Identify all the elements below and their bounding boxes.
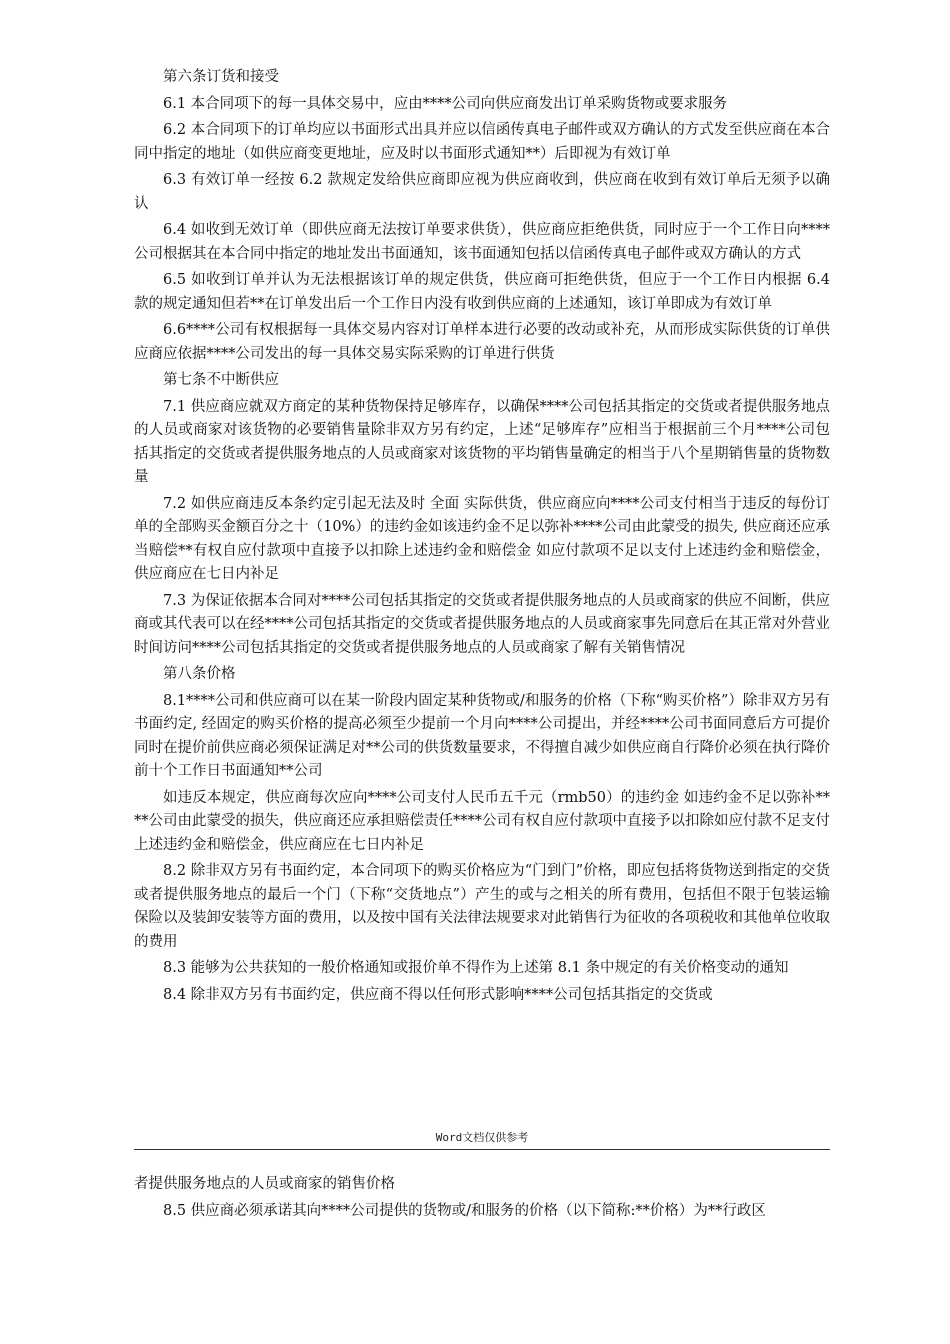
continued-paragraph: 者提供服务地点的人员或商家的销售价格 (134, 1176, 395, 1192)
clause-paragraph: 6.5 如收到订单并认为无法根据该订单的规定供货，供应商可拒绝供货，但应于一个工作日内根据 6.4 款的规定通知但若**在订单发出后一个工作日内没有收到供应商的上述通知，该订单即成为有效订单 (134, 272, 830, 312)
section-heading: 第八条价格 (163, 666, 236, 682)
clause-paragraph: 7.1 供应商应就双方商定的某种货物保持足够库存，以确保****公司包括其指定的交货或者提供服务地点的人员或商家对该货物的必要销售量除非双方另有约定，上述“足够库存”应相当于根据前三个月****公司包括其指定的交货或者提供服务地点的人员或商家对该货物的平均销售量确定的相当于八个星期销售量的货物数量 (134, 398, 830, 485)
next-page-body (134, 1173, 830, 1226)
clause-paragraph: 6.4 如收到无效订单（即供应商无法按订单要求供货），供应商应拒绝供货，同时应于一个工作日向****公司根据其在本合同中指定的地址发出书面通知，该书面通知包括以信函传真电子邮件或双方确认的方式 (134, 222, 830, 262)
clause-paragraph: 7.3 为保证依据本合同对****公司包括其指定的交货或者提供服务地点的人员或商家的供应不间断，供应商或其代表可以在经****公司包括其指定的交货或者提供服务地点的人员或商家事先同意后在其正常对外营业时间访问****公司包括其指定的交货或者提供服务地点的人员或商家了解有关销售情况 (134, 592, 830, 656)
clause-paragraph: 6.1 本合同项下的每一具体交易中，应由****公司向供应商发出订单采购货物或要求服务 (163, 95, 728, 112)
section-heading: 第七条不中断供应 (163, 372, 279, 388)
clause-paragraph: 8.2 除非双方另有书面约定，本合同项下的购买价格应为“门到门”价格，即应包括将货物送到指定的交货或者提供服务地点的最后一个门（下称“交货地点”）产生的或与之相关的所有费用，包括但不限于包装运输保险以及装卸安装等方面的费用，以及按中国有关法律法规要求对此销售行为征收的各项税收和其他单位收取的费用 (134, 863, 830, 950)
clause-paragraph: 8.4 除非双方另有书面约定，供应商不得以任何形式影响****公司包括其指定的交货或 (163, 986, 713, 1003)
clause-paragraph: 8.3 能够为公共获知的一般价格通知或报价单不得作为上述第 8.1 条中规定的有关价格变动的通知 (163, 960, 789, 976)
clause-paragraph: 8.5 供应商必须承诺其向****公司提供的货物或/和服务的价格（以下简称:**价格）为**行政区 (163, 1202, 766, 1219)
clause-paragraph: 7.2 如供应商违反本条约定引起无法及时 全面 实际供货，供应商应向****公司支付相当于违反的每份订单的全部购买金额百分之十（10%）的违约金如该违约金不足以弥补****公司由此蒙受的损失, 供应商还应承当赔偿**有权自应付款项中直接予以扣除上述违约金和赔偿金 如应付款项不足以支付上述违约金和赔偿金，供应商应在七日内补足 (134, 495, 830, 582)
clause-paragraph: 6.3 有效订单一经按 6.2 款规定发给供应商即应视为供应商收到，供应商在收到有效订单后无须予以确认 (134, 172, 830, 212)
clause-paragraph: 6.2 本合同项下的订单均应以书面形式出具并应以信函传真电子邮件或双方确认的方式发至供应商在本合同中指定的地址（如供应商变更地址，应及时以书面形式通知**）后即视为有效订单 (134, 122, 830, 162)
clause-paragraph: 如违反本规定，供应商每次应向****公司支付人民币五千元（rmb50）的违约金 如违约金不足以弥补****公司由此蒙受的损失，供应商还应承担赔偿责任****公司有权自应付款项中直接予以扣除如应付款不足支付上述违约金和赔偿金，供应商应在七日内补足 (134, 789, 830, 853)
footer-divider (134, 1149, 830, 1150)
page-footer (134, 1131, 830, 1150)
clause-paragraph: 6.6****公司有权根据每一具体交易内容对订单样本进行必要的改动或补充，从而形成实际供货的订单供应商应依据****公司发出的每一具体交易实际采购的订单进行供货 (134, 322, 830, 362)
clause-paragraph: 8.1****公司和供应商可以在某一阶段内固定某种货物或/和服务的价格（下称“购买价格”）除非双方另有书面约定, 经固定的购买价格的提高必须至少提前一个月向****公司提出，并经****公司书面同意后方可提价同时在提价前供应商必须保证满足对**公司的供货数量要求，不得擅自减少如供应商自行降价必须在执行降价前十个工作日书面通知**公司 (134, 692, 830, 779)
section-heading: 第六条订货和接受 (163, 69, 279, 85)
footer-text: Word文档仅供参考 (435, 1131, 529, 1144)
document-body (134, 66, 830, 1010)
